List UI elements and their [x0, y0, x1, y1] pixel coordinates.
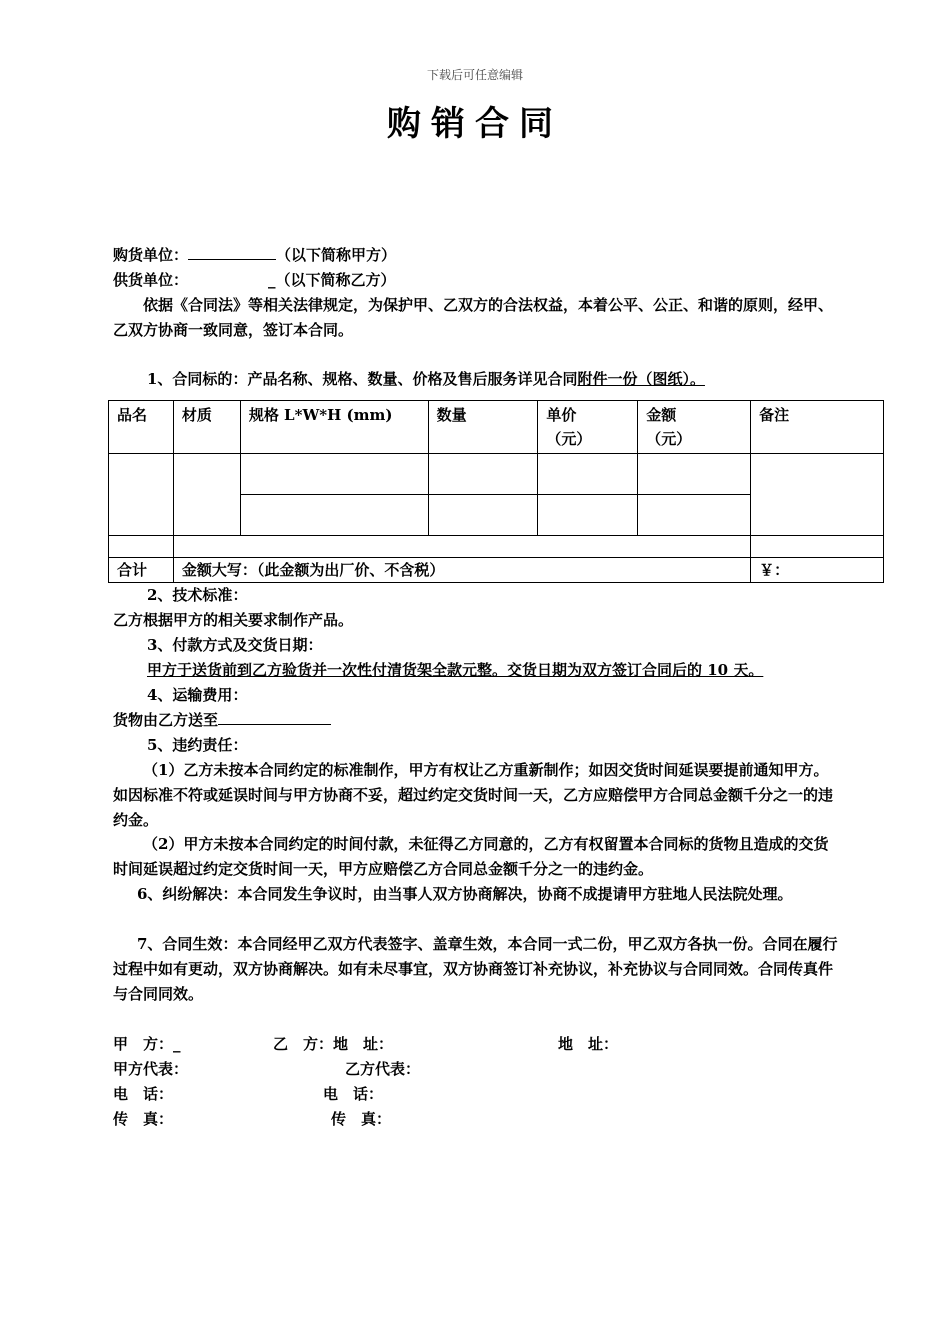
address-label: 地 址：: [558, 1035, 619, 1053]
supplier-suffix: _（以下简称乙方）: [268, 271, 396, 289]
clause-4-title: 4、运输费用：: [147, 686, 248, 704]
fax-a-label: 传 真：: [113, 1110, 174, 1128]
cell-remark[interactable]: [751, 454, 884, 536]
header-note: 下载后可任意编辑: [426, 68, 523, 82]
cell-unit-price[interactable]: [538, 454, 638, 495]
party-b-label: 乙 方：地 址：: [273, 1035, 394, 1053]
table-row: [109, 454, 884, 495]
cell-quantity[interactable]: [428, 454, 538, 495]
clause-4-text: 货物由乙方送至: [113, 711, 219, 729]
tel-a-label: 电 话：: [113, 1085, 174, 1103]
cell-spec[interactable]: [240, 495, 428, 536]
header-remark: 备注: [751, 401, 884, 454]
clause-5-2: （2）甲方未按本合同约定的时间付款，未征得乙方同意的，乙方有权留置本合同标的货物且造成的交货时间延误超过约定交货时间一天，甲方应赔偿乙方合同总金额千分之一的违约金。: [113, 835, 829, 878]
document-title: 购销合同: [387, 104, 563, 144]
cell-unit-price[interactable]: [538, 495, 638, 536]
total-label: 合计: [109, 558, 174, 583]
cell-spec[interactable]: [240, 454, 428, 495]
header-amount: 金额 （元）: [638, 401, 751, 454]
clause-1: [147, 367, 705, 392]
cell-amount[interactable]: [638, 495, 751, 536]
header-name: 品名: [109, 401, 174, 454]
table-total-row: [109, 558, 884, 583]
supplier-label: 供货单位：: [113, 271, 189, 289]
table-row: [109, 536, 884, 558]
clause-2-title: 2、技术标准：: [147, 586, 248, 604]
fax-b-label: 传 真：: [331, 1110, 392, 1128]
table-header-row: [109, 401, 884, 454]
clause-6: 6、纠纷解决：本合同发生争议时，由当事人双方协商解决，协商不成提请甲方驻地人民法院处理。: [137, 885, 793, 903]
header-unit-price: 单价 （元）: [538, 401, 638, 454]
cell-material[interactable]: [173, 454, 240, 536]
header-material: 材质: [173, 401, 240, 454]
rep-a-label: 甲方代表：: [113, 1060, 189, 1078]
clause-3-text: 甲方于送货前到乙方验货并一次性付清货架全款元整。交货日期为双方签订合同后的 10 天。: [147, 661, 764, 679]
clause-5-1: （1）乙方未按本合同约定的标准制作，甲方有权让乙方重新制作；如因交货时间延误要提前通知甲方。如因标准不符或延误时间与甲方协商不妥，超过约定交货时间一天，乙方应赔偿甲方合同总金额千分之一的违约金。: [113, 761, 834, 829]
cell-empty[interactable]: [751, 536, 884, 558]
buyer-blank[interactable]: [188, 243, 276, 260]
cell-amount[interactable]: [638, 454, 751, 495]
rep-b-label: 乙方代表：: [345, 1060, 421, 1078]
cell-quantity[interactable]: [428, 495, 538, 536]
clause-1-text: 1、合同标的：产品名称、规格、数量、价格及售后服务详见合同: [147, 370, 578, 388]
cell-empty[interactable]: [109, 536, 174, 558]
clause-2-text: 乙方根据甲方的相关要求制作产品。: [113, 611, 354, 629]
amount-in-words: 金额大写：（此金额为出厂价、不含税）: [173, 558, 750, 583]
intro-paragraph: 依据《合同法》等相关法律规定，为保护甲、乙双方的合法权益，本着公平、公正、和谐的原则，经甲、乙双方协商一致同意，签订本合同。: [113, 296, 834, 339]
total-yen[interactable]: ￥：: [751, 558, 884, 583]
buyer-line: [113, 243, 396, 268]
buyer-suffix: （以下简称甲方）: [276, 246, 397, 264]
header-quantity: 数量: [428, 401, 538, 454]
destination-blank[interactable]: [218, 708, 331, 725]
buyer-label: 购货单位：: [113, 246, 189, 264]
party-a-label: 甲 方：_: [113, 1035, 181, 1053]
header-spec: 规格 L*W*H (mm): [240, 401, 428, 454]
clause-7: 7、合同生效：本合同经甲乙双方代表签字、盖章生效，本合同一式二份，甲乙双方各执一份。合同在履行过程中如有更动，双方协商解决。如有未尽事宜，双方协商签订补充协议，补充协议与合同同效。合同传真件与合同同效。: [113, 935, 838, 1003]
clause-5-title: 5、违约责任：: [147, 736, 248, 754]
clause-1-attachment: 附件一份（图纸）。: [577, 370, 705, 388]
product-table: [108, 400, 884, 583]
clause-4-line: [113, 708, 331, 733]
supplier-line: [113, 268, 396, 293]
clause-3-title: 3、付款方式及交货日期：: [147, 636, 323, 654]
cell-empty[interactable]: [173, 536, 750, 558]
cell-name[interactable]: [109, 454, 174, 536]
tel-b-label: 电 话：: [323, 1085, 384, 1103]
